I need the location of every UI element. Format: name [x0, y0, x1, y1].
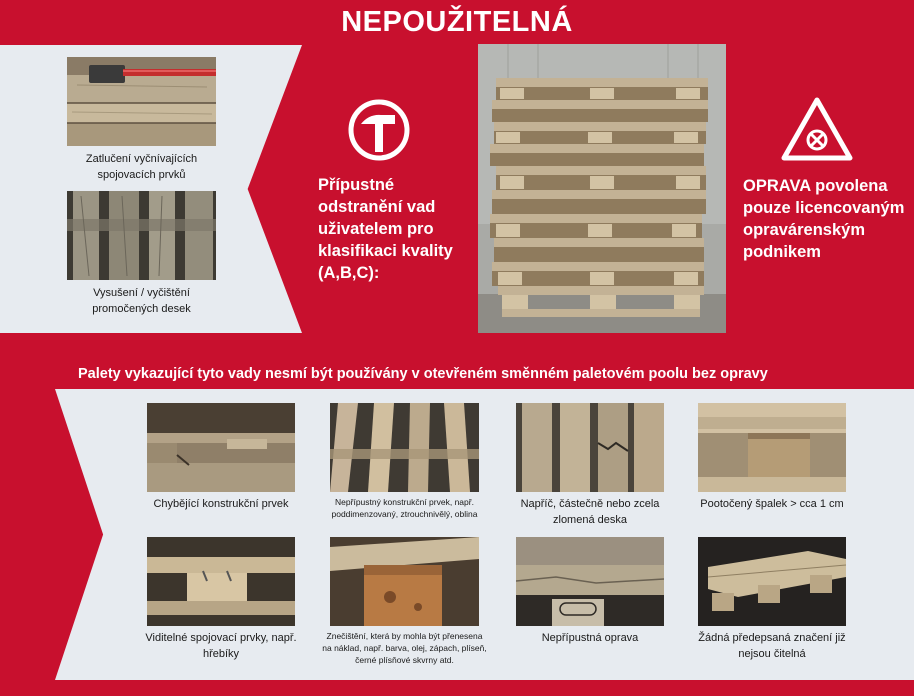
page-title: NEPOUŽITELNÁ: [341, 6, 573, 38]
rotated-block-photo: [698, 403, 846, 492]
footer-strip: [0, 680, 914, 696]
pallet-stack-photo: [478, 44, 726, 333]
improper-element-photo: [330, 403, 479, 492]
visible-nails-photo: [147, 537, 295, 626]
missing-markings-photo: [698, 537, 846, 626]
defect-caption-5: Viditelné spojovací prvky, např. hřebíky: [145, 632, 297, 660]
defect-caption-8: Žádná předepsaná značení již nejsou čitelná: [698, 632, 846, 660]
user-repair-text: Přípustné odstranění vad uživatelem pro klasifikaci kvality (A,B,C):: [318, 176, 453, 282]
defect-caption-1: Chybějící konstrukční prvek: [153, 498, 289, 510]
improper-repair-photo: [516, 537, 664, 626]
defect-caption-3: Napříč, částečně nebo zcela zlomená deska: [520, 498, 660, 526]
warning-banner: Palety vykazující tyto vady nesmí být používány v otevřeném směnném paletovém poolu bez opravy: [78, 366, 768, 382]
wet-boards-photo: [67, 191, 216, 280]
defect-caption-7: Nepřípustná oprava: [541, 632, 639, 644]
licensed-repair-text: OPRAVA povolena pouze licencovaným opravárenským podnikem: [743, 177, 905, 261]
top-left-caption-1: Zatlučení vyčnívajících spojovacích prvků: [85, 153, 198, 181]
defect-caption-2: Nepřípustný konstrukční prvek, např. poddimenzovaný, ztrouchnivělý, oblina: [331, 497, 478, 519]
missing-element-photo: [147, 403, 295, 492]
hammer-nails-photo: [67, 57, 216, 146]
defect-caption-6: Znečištění, která by mohla být přenesena na náklad, např. barva, olej, zápach, plíseň, černé plísňové skvrny atd.: [322, 631, 487, 665]
broken-board-photo: [516, 403, 664, 492]
contamination-photo: [330, 537, 479, 626]
hammer-circle-icon: [347, 98, 411, 162]
top-left-caption-2: Vysušení / vyčištění promočených desek: [92, 287, 191, 315]
warning-triangle-x-icon: [780, 96, 854, 162]
defect-caption-4: Pootočený špalek > cca 1 cm: [700, 498, 844, 510]
